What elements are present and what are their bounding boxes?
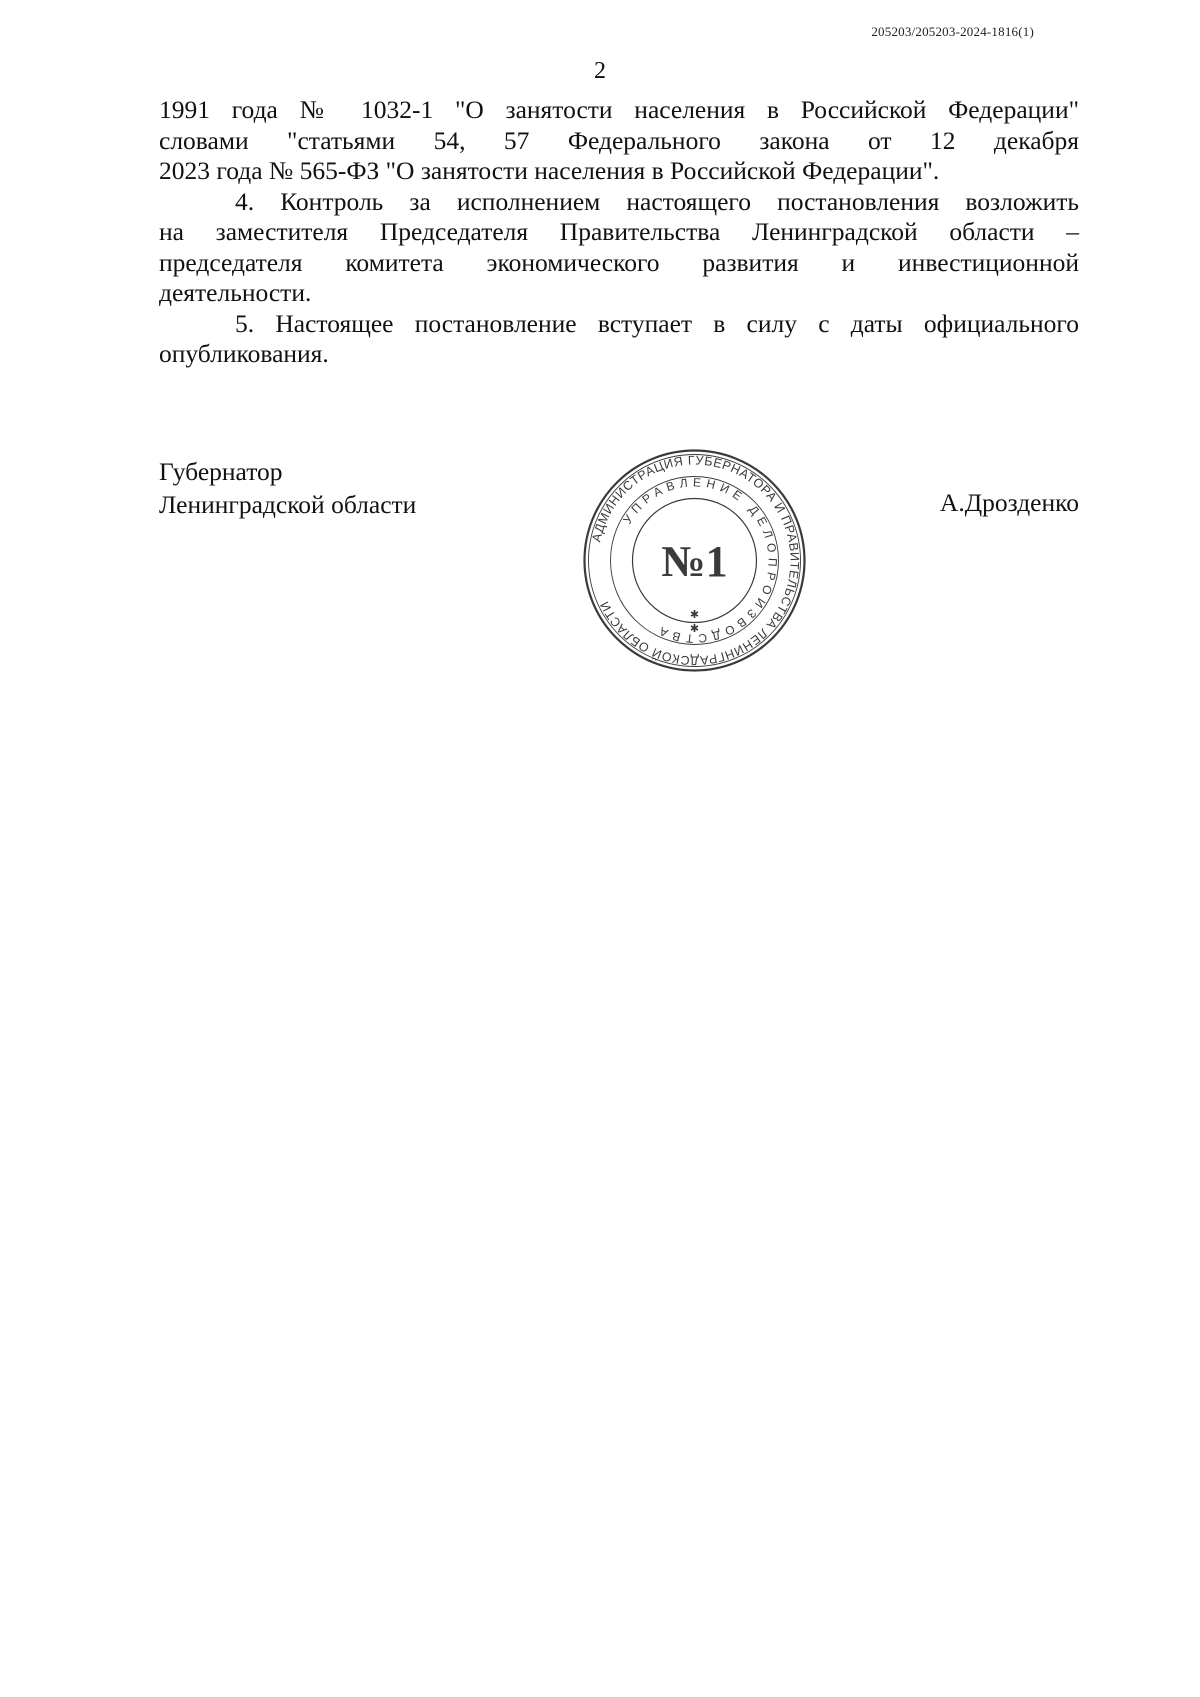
- stamp-star-icon: ✱: [689, 622, 700, 635]
- stamp-inner-textpath: УПРАВЛЕНИЕ ДЕЛОПРОИЗВОДСТВА: [620, 475, 780, 646]
- stamp-outer-textpath: АДМИНИСТРАЦИЯ ГУБЕРНАТОРА И ПРАВИТЕЛЬСТВА ЛЕНИНГРАДСКОЙ ОБЛАСТИ: [589, 453, 802, 668]
- body-line: председателя комитета экономического развития и инвестиционной: [159, 247, 1079, 277]
- document-body: [159, 95, 1079, 370]
- stamp-star-icon: ✱: [689, 608, 700, 621]
- document-registration-number: 205203/205203-2024-1816(1): [871, 24, 1034, 39]
- body-line: 4. Контроль за исполнением настоящего постановления возложить: [235, 186, 1079, 216]
- stamp-center-number: №1: [661, 537, 728, 586]
- signatory-title: [159, 455, 416, 521]
- page-number: 2: [594, 58, 606, 84]
- body-line: 5. Настоящее постановление вступает в силу с даты официального: [235, 308, 1079, 338]
- body-line: словами "статьями 54, 57 Федерального закона от 12 декабря: [159, 125, 1079, 155]
- body-line: 2023 года № 565-ФЗ "О занятости населения в Российской Федерации".: [159, 156, 940, 185]
- body-line: опубликования.: [159, 339, 329, 368]
- official-seal-stamp: [582, 448, 807, 673]
- signatory-title-line: Губернатор: [159, 457, 283, 486]
- body-line: на заместителя Председателя Правительства Ленинградской области –: [159, 217, 1079, 246]
- signatory-title-line: Ленинградской области: [159, 490, 417, 519]
- signatory-name: А.Дрозденко: [939, 488, 1079, 517]
- body-line: деятельности.: [159, 278, 312, 307]
- body-line: 1991 года № 1032-1 "О занятости населения в Российской Федерации": [159, 95, 1079, 124]
